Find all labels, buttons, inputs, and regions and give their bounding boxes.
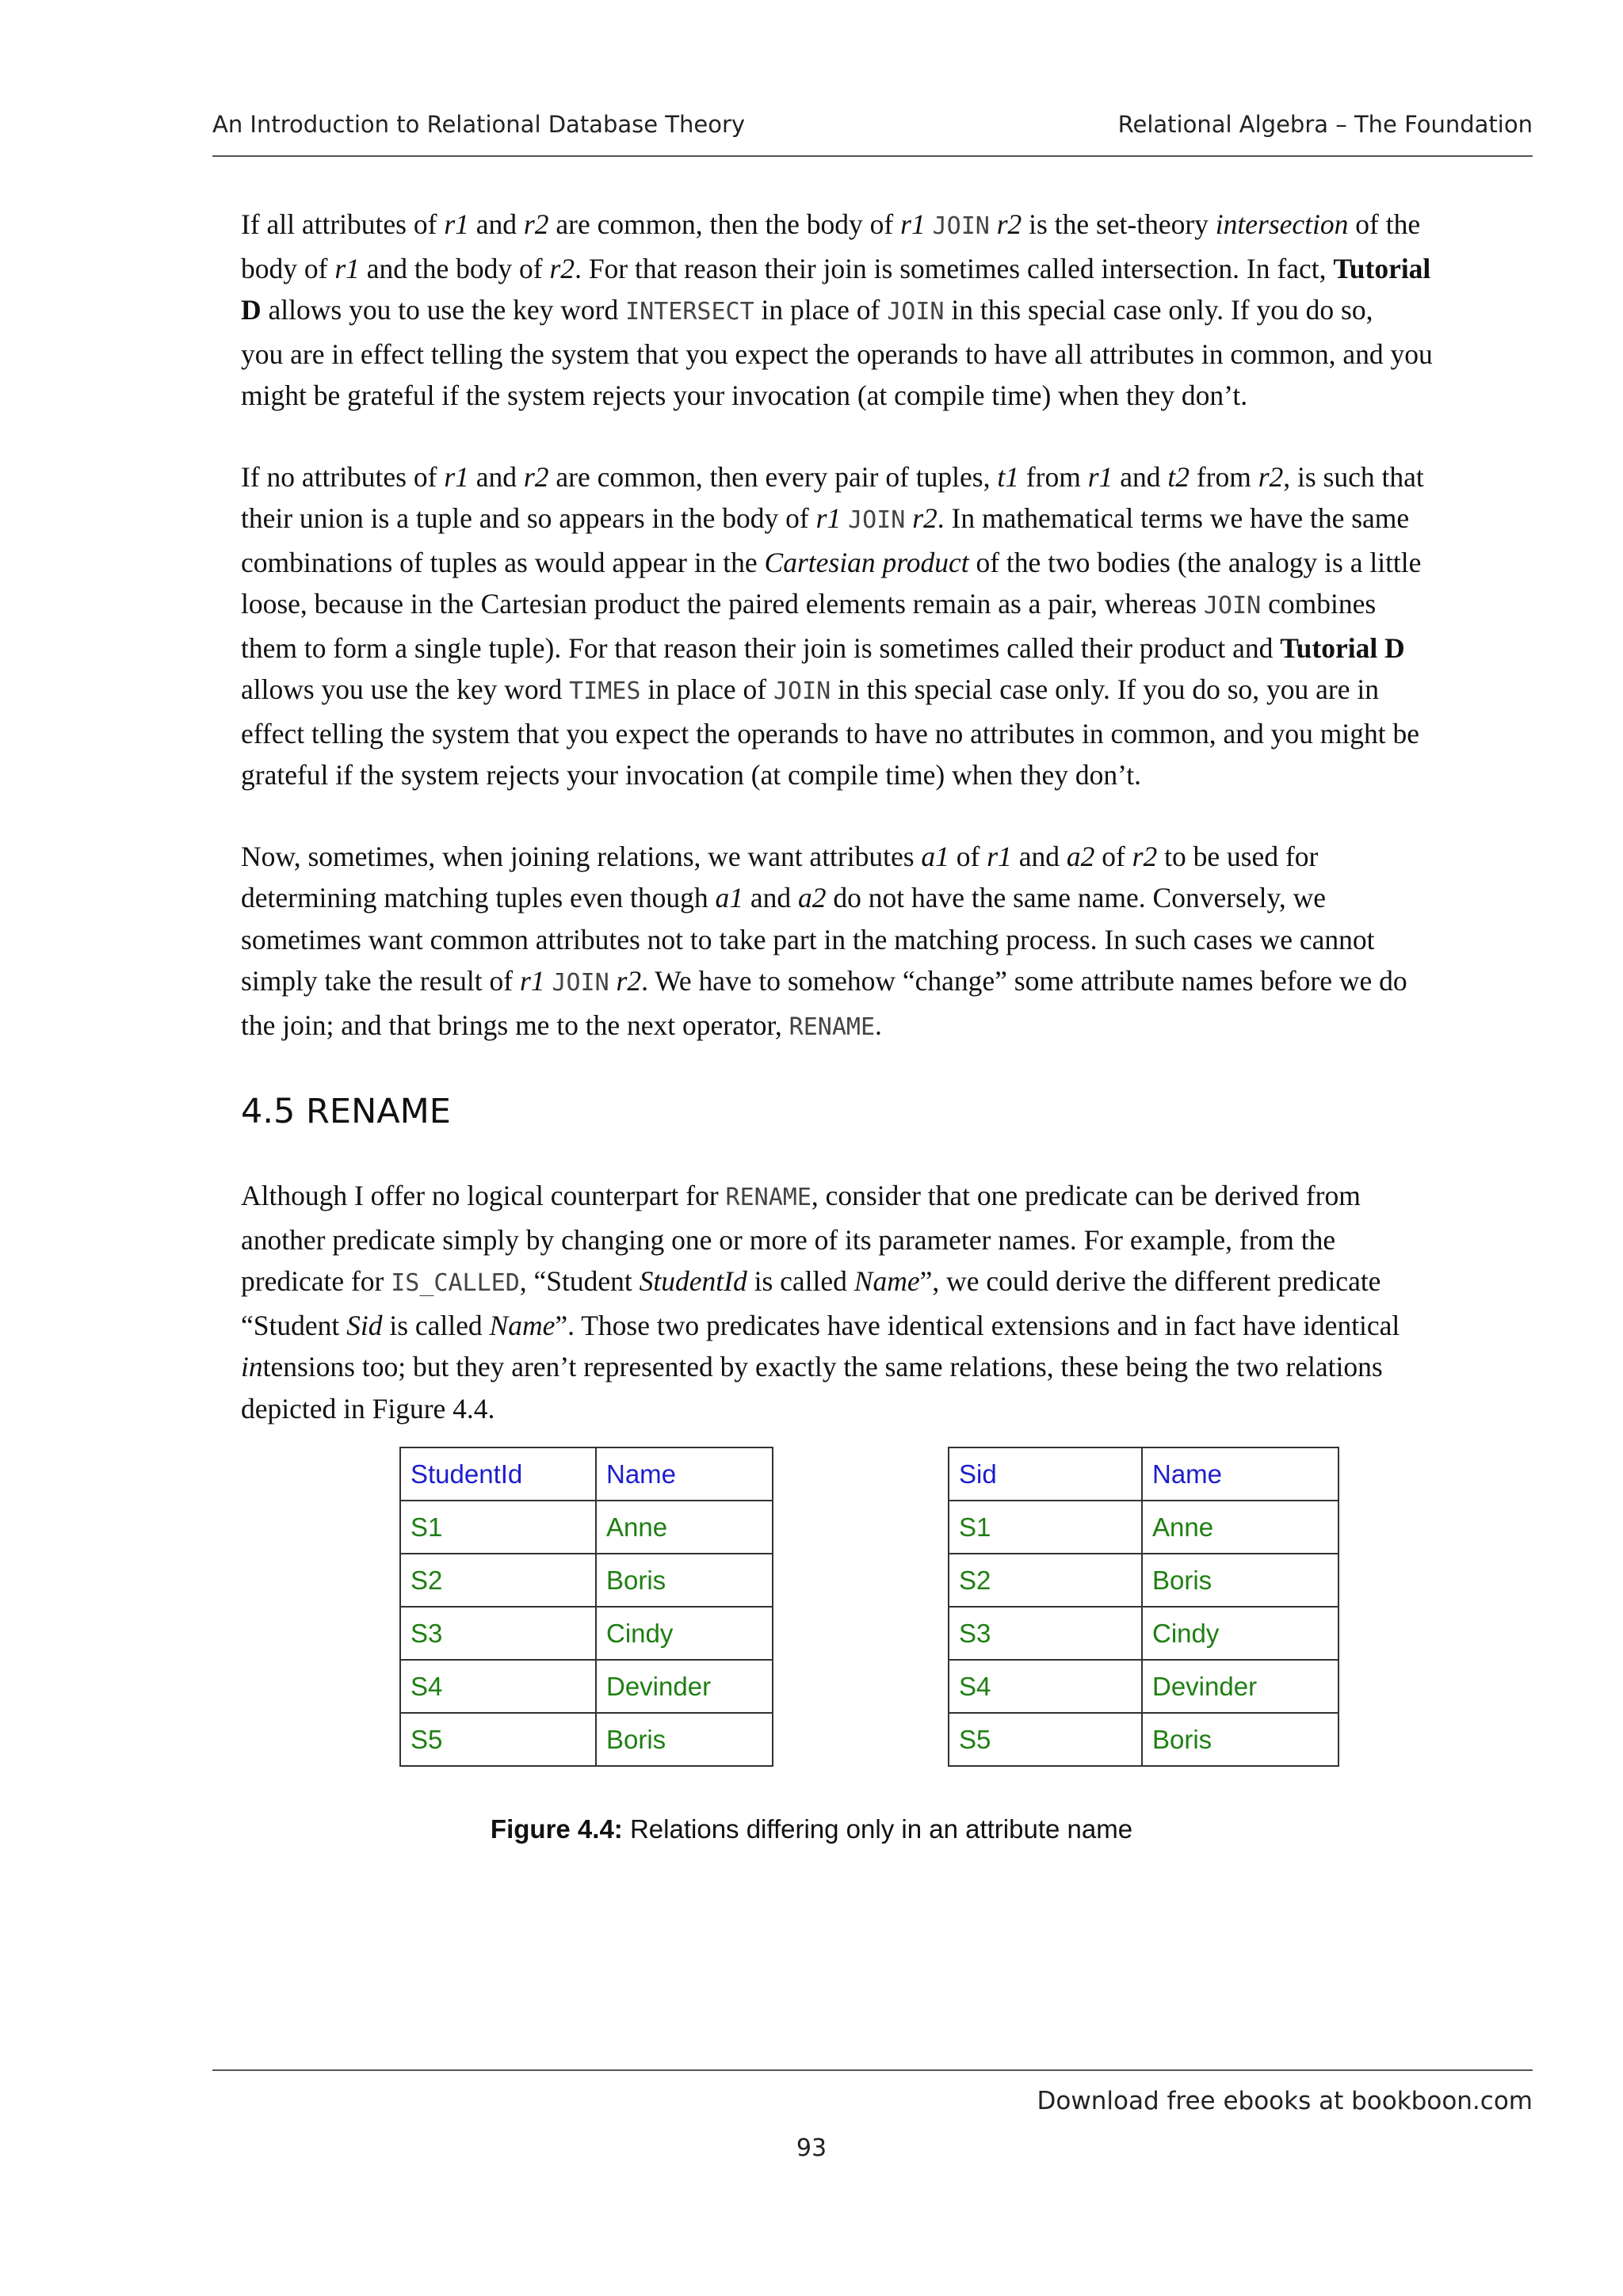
figure-tables (0, 1447, 1623, 1779)
table-cell: S3 (949, 1607, 1142, 1660)
figure-caption-text: Relations differing only in an attribute name (622, 1814, 1133, 1844)
table-cell: S1 (949, 1501, 1142, 1554)
table-cell: S4 (949, 1660, 1142, 1713)
table-cell: Devinder (1142, 1660, 1338, 1713)
paragraph-renaming-motivation: Now, sometimes, when joining relations, we want attributes a1 of r1 and a2 of r2 to be used for determining matching tuples even though a1 and a2 do not have the same name. Conversely, we sometimes want common attributes not to take part in the matching process. In such cases we cannot simply take the result of r1 JOIN r2. We have to somehow “change” some attribute names before we do the join; and that brings me to the next operator, RENAME. (241, 840, 1407, 1041)
table-cell: S2 (949, 1554, 1142, 1607)
section-heading: 4.5 RENAME (241, 1092, 451, 1131)
table-header-cell: Sid (949, 1447, 1142, 1501)
table-cell: S5 (400, 1713, 596, 1766)
download-link[interactable]: Download free ebooks at bookboon.com (1037, 2087, 1533, 2115)
relation-table-sid (948, 1447, 1339, 1767)
table-cell: Anne (1142, 1501, 1338, 1554)
table-cell: S1 (400, 1501, 596, 1554)
table-row (400, 1501, 773, 1554)
figure-label: Figure 4.4: (490, 1814, 623, 1844)
table-row (400, 1713, 773, 1766)
relation-table-studentid (399, 1447, 773, 1767)
table-cell: S3 (400, 1607, 596, 1660)
table-cell: S4 (400, 1660, 596, 1713)
table-header-cell: StudentId (400, 1447, 596, 1501)
table-row (400, 1660, 773, 1713)
page-number: 93 (796, 2134, 827, 2162)
table-cell: Boris (596, 1554, 773, 1607)
table-header-row (400, 1447, 773, 1501)
paragraph-rename: Although I offer no logical counterpart for RENAME, consider that one predicate can be derived from another predicate simply by changing one or more of its parameter names. For example, from the predicate for IS_CALLED, “Student StudentId is called Name”, we could derive the different predicate “Student Sid is called Name”. Those two predicates have identical extensions and in fact have identical intensions too; but they aren’t represented by exactly the same relations, these being the two relations depicted in Figure 4.4. (241, 1180, 1400, 1425)
page-header (212, 111, 1533, 157)
table-row (949, 1607, 1338, 1660)
table-header-cell: Name (1142, 1447, 1338, 1501)
table-cell: Boris (1142, 1713, 1338, 1766)
header-book-title: An Introduction to Relational Database Theory (212, 111, 746, 138)
table-cell: Cindy (1142, 1607, 1338, 1660)
table-cell: S2 (400, 1554, 596, 1607)
page-body (241, 204, 1509, 1469)
table-cell: Devinder (596, 1660, 773, 1713)
table-row (949, 1501, 1338, 1554)
header-chapter-title: Relational Algebra – The Foundation (1117, 111, 1533, 138)
page-footer (212, 2069, 1533, 2115)
table-cell: Boris (596, 1713, 773, 1766)
table-row (400, 1607, 773, 1660)
figure-caption (0, 1814, 1623, 1844)
table-row (949, 1554, 1338, 1607)
table-header-row (949, 1447, 1338, 1501)
table-cell: Boris (1142, 1554, 1338, 1607)
table-cell: S5 (949, 1713, 1142, 1766)
table-row (949, 1713, 1338, 1766)
table-cell: Anne (596, 1501, 773, 1554)
paragraph-intersection: If all attributes of r1 and r2 are common, then the body of r1 JOIN r2 is the set-theory intersection of the body of r1 and the body of r2. For that reason their join is sometimes called intersection. In fact, Tutorial D allows you to use the key word INTERSECT in place of JOIN in this special case only. If you do so, you are in effect telling the system that you expect the operands to have all attributes in common, and you might be grateful if the system rejects your invocation (at compile time) when they don’t. (241, 208, 1433, 411)
table-header-cell: Name (596, 1447, 773, 1501)
paragraph-product: If no attributes of r1 and r2 are common, then every pair of tuples, t1 from r1 and t2 from r2, is such that their union is a tuple and so appears in the body of r1 JOIN r2. In mathematical terms we have the same combinations of tuples as would appear in the Cartesian product of the two bodies (the analogy is a little loose, because in the Cartesian product the paired elements remain as a pair, whereas JOIN combines them to form a single tuple). For that reason their join is sometimes called their product and Tutorial D allows you use the key word TIMES in place of JOIN in this special case only. If you do so, you are in effect telling the system that you expect the operands to have no attributes in common, and you might be grateful if the system rejects your invocation (at compile time) when they don’t. (241, 460, 1424, 791)
table-row (400, 1554, 773, 1607)
table-row (949, 1660, 1338, 1713)
table-cell: Cindy (596, 1607, 773, 1660)
